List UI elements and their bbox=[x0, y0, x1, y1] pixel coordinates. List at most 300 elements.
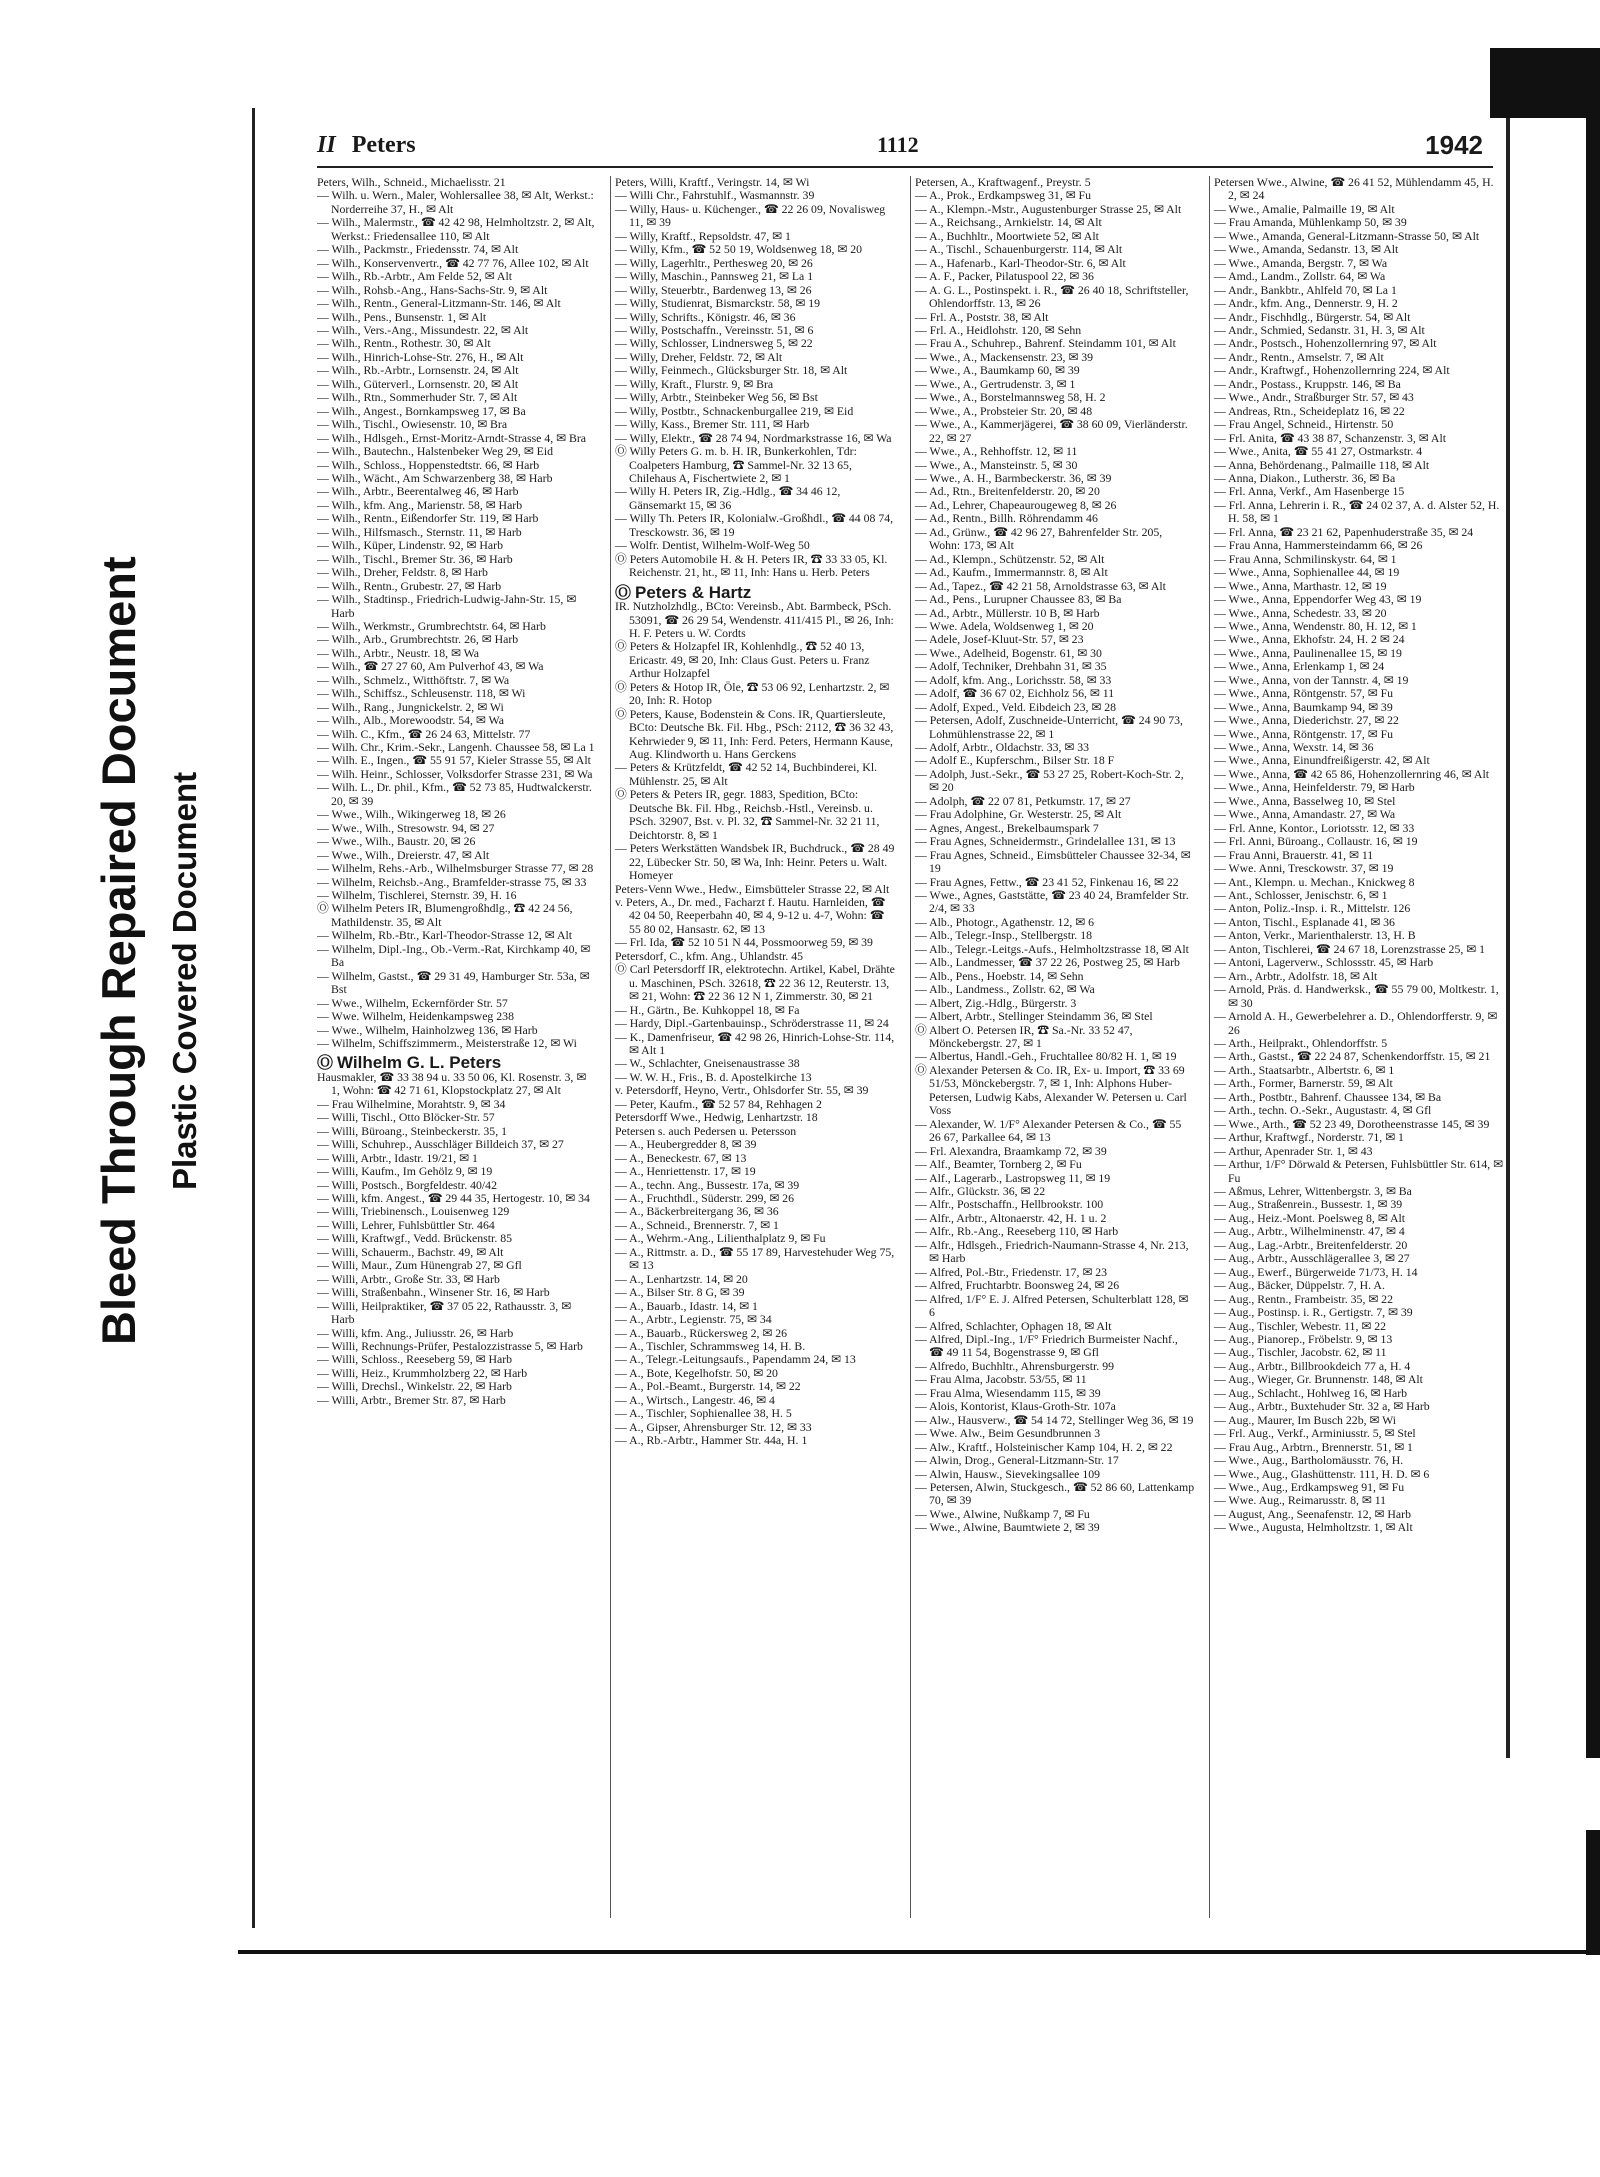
directory-entry: — Alb., Landmess., Zollstr. 62, ✉ Wa bbox=[915, 982, 1095, 997]
directory-entry: — H., Gärtn., Be. Kuhkoppel 18, ✉ Fa bbox=[615, 1002, 800, 1017]
directory-entry: — Adolf E., Kupferschm., Bilser Str. 18 F bbox=[915, 753, 1115, 768]
directory-entry: — Albert, Zig.-Hdlg., Bürgerstr. 3 bbox=[915, 995, 1077, 1010]
directory-entry: — Alb., Telegr.-Insp., Stellbergstr. 18 bbox=[915, 928, 1092, 943]
directory-entry: Ⓞ Wilhelm Peters IR, Blumengroßhdlg., ☎ 42 24 56, Mathildenstr. 35, ✉ Alt bbox=[317, 901, 573, 929]
directory-entry: — Alwin, Drog., General-Litzmann-Str. 17 bbox=[915, 1453, 1119, 1468]
directory-entry: — Aug., Lag.-Arbtr., Breitenfelderstr. 20 bbox=[1214, 1237, 1408, 1252]
directory-entry: — Andr., Fischhdlg., Bürgerstr. 54, ✉ Alt bbox=[1214, 309, 1411, 324]
directory-entry: Peters-Venn Wwe., Hedw., Eimsbütteler Strasse 22, ✉ Alt bbox=[615, 881, 890, 896]
directory-entry: — Willy H. Peters IR, Zig.-Hdlg., ☎ 34 46 12, Gänsemarkt 15, ✉ 36 bbox=[615, 484, 841, 512]
directory-entry: — Adolf, Arbtr., Oldachstr. 33, ✉ 33 bbox=[915, 740, 1090, 755]
directory-entry: — Wwe., Anna, Heinfelderstr. 79, ✉ Harb bbox=[1214, 780, 1415, 795]
directory-entry: Ⓞ Peters & Hotop IR, Öle, ☎ 53 06 92, Lenhartzstr. 2, ✉ 20, Inh: R. Hotop bbox=[615, 679, 890, 708]
directory-entry: — Wwe., Anna, Amandastr. 27, ✉ Wa bbox=[1214, 807, 1396, 822]
directory-entry: — Willi, Arbtr., Idastr. 19/21, ✉ 1 bbox=[317, 1150, 478, 1165]
directory-entry: — Wwe., Wilhelm, Eckernförder Str. 57 bbox=[317, 995, 508, 1010]
directory-entry: — Willi, Triebinensch., Louisenweg 129 bbox=[317, 1204, 510, 1219]
directory-entry: Ⓞ Peters, Kause, Bodenstein & Cons. IR, Quartiersleute, BCto: Deutsche Bk. Fil. Hbg., PSch: 2112, ☎ 36 32 43, Kehrwieder 9, ✉ 11, Inh: Ferd. Peters, Hermann Kause, Aug. Klindworth u. Hans Gerckens bbox=[615, 706, 894, 762]
directory-entry: — Wilh., Hdlsgeh., Ernst-Moritz-Arndt-Strasse 4, ✉ Bra bbox=[317, 430, 587, 445]
directory-entry: — Frau Aug., Arbtrn., Brennerstr. 51, ✉ 1 bbox=[1214, 1439, 1413, 1454]
directory-entry: — Wwe., Wilh., Wikingerweg 18, ✉ 26 bbox=[317, 807, 506, 822]
directory-entry: — Wwe., Anna, Röntgenstr. 57, ✉ Fu bbox=[1214, 686, 1394, 701]
directory-entry: — Aug., Arbtr., Wilhelminenstr. 47, ✉ 4 bbox=[1214, 1224, 1405, 1239]
directory-entry: — A., Reichsang., Arnkielstr. 14, ✉ Alt bbox=[915, 215, 1102, 230]
directory-entry: — Amd., Landm., Zollstr. 64, ✉ Wa bbox=[1214, 269, 1386, 284]
directory-entry: — Willi, kfm. Ang., Juliusstr. 26, ✉ Harb bbox=[317, 1325, 514, 1340]
directory-entry: — Andr., Kraftwgf., Hohenzollernring 224, ✉ Alt bbox=[1214, 363, 1450, 378]
directory-entry: — Willy, Kraft., Flurstr. 9, ✉ Bra bbox=[615, 376, 774, 391]
directory-entry: v. Peters, A., Dr. med., Facharzt f. Hautu. Harnleiden, ☎ 42 04 50, Reeperbahn 40, ✉ 4, 9-12 u. 4-7, Wohn: ☎ 55 80 02, Hansastr. 62, ✉ 13 bbox=[615, 895, 886, 936]
directory-entry: — Willy, Steuerbtr., Bardenweg 13, ✉ 26 bbox=[615, 282, 812, 297]
directory-entry: — A., Lenhartzstr. 14, ✉ 20 bbox=[615, 1271, 748, 1286]
featured-entry-name: Peters & Hartz bbox=[635, 582, 752, 602]
directory-entry: — Alois, Kontorist, Klaus-Groth-Str. 107a bbox=[915, 1399, 1116, 1414]
directory-entry: — Wwe., Anna, Diederichstr. 27, ✉ 22 bbox=[1214, 713, 1399, 728]
directory-entry: — Wwe., A., Probsteier Str. 20, ✉ 48 bbox=[915, 403, 1093, 418]
directory-entry: — Wwe., Anita, ☎ 55 41 27, Ostmarkstr. 4 bbox=[1214, 444, 1423, 459]
directory-entry: — Wwe., Anna, Schedestr. 33, ✉ 20 bbox=[1214, 605, 1387, 620]
directory-entry: — Ad., Tapez., ☎ 42 21 58, Arnoldstrasse 63, ✉ Alt bbox=[915, 578, 1166, 593]
directory-entry: — A., Prok., Erdkampsweg 31, ✉ Fu bbox=[915, 188, 1092, 203]
directory-entry: — Alb., Telegr.-Leitgs.-Aufs., Helmholtzstrasse 18, ✉ Alt bbox=[915, 941, 1189, 956]
directory-entry: — Wilh., Hilfsmasch., Sternstr. 11, ✉ Harb bbox=[317, 524, 522, 539]
directory-entry: — Alb., Landmesser, ☎ 37 22 26, Postweg 25, ✉ Harb bbox=[915, 955, 1180, 970]
directory-entry: — Arthur, Apenrader Str. 1, ✉ 43 bbox=[1214, 1143, 1373, 1158]
directory-entry: — Alf., Beamter, Tornberg 2, ✉ Fu bbox=[915, 1157, 1082, 1172]
directory-entry: — Alwin, Hausw., Sievekingsallee 109 bbox=[915, 1466, 1101, 1481]
directory-entry: Petersdorf, C., kfm. Ang., Uhlandstr. 45 bbox=[615, 948, 804, 963]
directory-entry: — Anna, Behördenang., Palmaille 118, ✉ Alt bbox=[1214, 457, 1430, 472]
directory-entry: — Aug., Postinsp. i. R., Gertigstr. 7, ✉ 39 bbox=[1214, 1305, 1413, 1320]
directory-entry: — Aug., Arbtr., Billbrookdeich 77 a, H. 4 bbox=[1214, 1358, 1411, 1373]
directory-entry: — Wilh., Rang., Jungnickelstr. 2, ✉ Wi bbox=[317, 699, 504, 714]
directory-entry: — Willy, Kfm., ☎ 52 50 19, Woldsenweg 18, ✉ 20 bbox=[615, 242, 863, 257]
directory-entry: — Ad., Rentn., Billh. Röhrendamm 46 bbox=[915, 511, 1098, 526]
directory-entry: — Wilh. Heinr., Schlosser, Volksdorfer Strasse 231, ✉ Wa bbox=[317, 766, 593, 781]
directory-entry: — Andr., Schmied, Sedanstr. 31, H. 3, ✉ Alt bbox=[1214, 322, 1425, 337]
directory-entry: — Wwe., Wilhelm, Hainholzweg 136, ✉ Harb bbox=[317, 1022, 538, 1037]
directory-entry: — Andr., Postass., Kruppstr. 146, ✉ Ba bbox=[1214, 376, 1401, 391]
directory-entry: — A., Schneid., Brennerstr. 7, ✉ 1 bbox=[615, 1217, 779, 1232]
side-labels bbox=[92, 405, 203, 1345]
directory-entry: — Frl. Anna, Lehrerin i. R., ☎ 24 02 37, A. d. Alster 52, H. H. 58, ✉ 1 bbox=[1214, 497, 1500, 526]
directory-entry: — Arth., Former, Barnerstr. 59, ✉ Alt bbox=[1214, 1076, 1393, 1091]
directory-entry: — Adele, Josef-Kluut-Str. 57, ✉ 23 bbox=[915, 632, 1084, 647]
directory-entry: — Aßmus, Lehrer, Wittenbergstr. 3, ✉ Ba bbox=[1214, 1183, 1412, 1198]
page-header bbox=[317, 126, 1493, 168]
directory-entry: — Frau Adolphine, Gr. Westerstr. 25, ✉ Alt bbox=[915, 807, 1122, 822]
directory-entry: — Wwe., Alwine, Baumtwiete 2, ✉ 39 bbox=[915, 1520, 1100, 1535]
directory-entry: — A. G. L., Postinspekt. i. R., ☎ 26 40 18, Schriftsteller, Ohlendorffstr. 13, ✉ 26 bbox=[915, 282, 1189, 311]
directory-entry: — Wilh., Konservenvertr., ☎ 42 77 76, Allee 102, ✉ Alt bbox=[317, 255, 589, 270]
directory-entry: — Wwe., Anna, Einundfreißigerstr. 42, ✉ Alt bbox=[1214, 753, 1430, 768]
page-year: 1942 bbox=[1425, 130, 1483, 160]
directory-entry: — A., Gipser, Ahrensburger Str. 12, ✉ 33 bbox=[615, 1419, 812, 1434]
column-4 bbox=[1209, 176, 1504, 1918]
featured-entry bbox=[615, 582, 895, 602]
directory-entry: — Wwe., A. H., Barmbeckerstr. 36, ✉ 39 bbox=[915, 470, 1112, 485]
directory-entry: — Willy, Dreher, Feldstr. 72, ✉ Alt bbox=[615, 349, 783, 364]
directory-entry: Petersen, A., Kraftwagenf., Preystr. 5 bbox=[915, 176, 1091, 189]
directory-entry: — Wwe., Anna, ☎ 42 65 86, Hohenzollernring 46, ✉ Alt bbox=[1214, 766, 1490, 781]
directory-entry: — Wilh., Pens., Bunsenstr. 1, ✉ Alt bbox=[317, 309, 487, 324]
page-number: 1112 bbox=[877, 132, 919, 157]
directory-entry: — Willy, Postbtr., Schnackenburgallee 219, ✉ Eid bbox=[615, 403, 854, 418]
directory-entry: — A., techn. Ang., Bussestr. 17a, ✉ 39 bbox=[615, 1177, 800, 1192]
directory-entry: — Willi, Heiz., Krummholzberg 22, ✉ Harb bbox=[317, 1365, 528, 1380]
directory-entry: — Willi, Lehrer, Fuhlsbüttler Str. 464 bbox=[317, 1217, 495, 1232]
directory-entry: — Frl. Anna, ☎ 23 21 62, Papenhuderstraße 35, ✉ 24 bbox=[1214, 524, 1474, 539]
directory-entry: — Wilh., Alb., Morewoodstr. 54, ✉ Wa bbox=[317, 713, 504, 728]
directory-entry: — Wwe., A., Gertrudenstr. 3, ✉ 1 bbox=[915, 376, 1076, 391]
directory-entry: — Wilh., Küper, Lindenstr. 92, ✉ Harb bbox=[317, 538, 503, 553]
directory-entry: — Wwe., Anna, Paulinenallee 15, ✉ 19 bbox=[1214, 645, 1402, 660]
directory-entry: — Frl. Anna, Verkf., Am Hasenberge 15 bbox=[1214, 484, 1405, 499]
directory-entry: — Arth., Heilprakt., Ohlendorffstr. 5 bbox=[1214, 1036, 1388, 1050]
directory-entry: — Anna, Diakon., Lutherstr. 36, ✉ Ba bbox=[1214, 470, 1396, 485]
scan-edge-right bbox=[1586, 118, 1600, 1758]
directory-entry: — Willi, Heilpraktiker, ☎ 37 05 22, Rathausstr. 3, ✉ Harb bbox=[317, 1298, 572, 1327]
directory-entry: — A., Arbtr., Legienstr. 75, ✉ 34 bbox=[615, 1312, 772, 1327]
directory-entry: — Wilh. u. Wern., Maler, Wohlersallee 38, ✉ Alt, Werkst.: Norderreihe 37, H., ✉ Alt bbox=[317, 188, 594, 216]
directory-entry: — Frau A., Schuhrep., Bahrenf. Steindamm 101, ✉ Alt bbox=[915, 336, 1176, 351]
side-label-main: Bleed Through Repaired Document bbox=[92, 556, 145, 1345]
directory-entry: — A., Beneckestr. 67, ✉ 13 bbox=[615, 1150, 747, 1165]
directory-entry: — Wwe., Agnes, Gaststätte, ☎ 23 40 24, Bramfelder Str. 2/4, ✉ 33 bbox=[915, 888, 1189, 916]
directory-entry: — Willi, Tischl., Otto Blöcker-Str. 57 bbox=[317, 1110, 495, 1125]
directory-entry: — Aug., Arbtr., Ausschlägerallee 3, ✉ 27 bbox=[1214, 1251, 1410, 1266]
directory-entry: — Wilh., Rb.-Arbtr., Lornsenstr. 24, ✉ Alt bbox=[317, 363, 519, 378]
directory-entry: — Wwe., Andr., Straßburger Str. 57, ✉ 43 bbox=[1214, 390, 1414, 405]
directory-entry: — Wwe., Anna, Sophienallee 44, ✉ 19 bbox=[1214, 565, 1400, 580]
directory-entry: — A., Wehrm.-Ang., Lilienthalplatz 9, ✉ Fu bbox=[615, 1231, 826, 1246]
directory-entry: — Willy, Lagerhltr., Perthesweg 20, ✉ 26 bbox=[615, 255, 813, 270]
directory-entry: — Wilh., Wächt., Am Schwarzenberg 38, ✉ Harb bbox=[317, 470, 553, 485]
directory-entry: — Willy, Postschaffn., Vereinsstr. 51, ✉ 6 bbox=[615, 322, 814, 337]
directory-entry: — Arth., Postbtr., Bahrenf. Chaussee 134, ✉ Ba bbox=[1214, 1089, 1442, 1104]
directory-entry: — Willy, Kass., Bremer Str. 111, ✉ Harb bbox=[615, 417, 810, 432]
directory-entry: — Wilh., Hinrich-Lohse-Str. 276, H., ✉ Alt bbox=[317, 349, 524, 364]
directory-entry: — Andr., Rentn., Amselstr. 7, ✉ Alt bbox=[1214, 349, 1384, 364]
directory-entry: — Frau Agnes, Schneid., Eimsbütteler Chaussee 32-34, ✉ 19 bbox=[915, 847, 1191, 876]
directory-entry: — Wwe., Aug., Erdkampsweg 91, ✉ Fu bbox=[1214, 1479, 1405, 1494]
directory-entry: — Wilh., kfm. Ang., Marienstr. 58, ✉ Harb bbox=[317, 497, 523, 512]
side-label-sub: Plastic Covered Document bbox=[166, 771, 203, 1190]
column-3 bbox=[910, 176, 1195, 1918]
directory-entry: — Willy, Feinmech., Glücksburger Str. 18, ✉ Alt bbox=[615, 363, 848, 378]
directory-entry: — Wwe., Aug., Glashüttenstr. 111, H. D. ✉ 6 bbox=[1214, 1466, 1430, 1481]
directory-entry: — A., Hafenarb., Karl-Theodor-Str. 6, ✉ Alt bbox=[915, 255, 1126, 270]
directory-entry: — Adolph, Just.-Sekr., ☎ 53 27 25, Robert-Koch-Str. 2, ✉ 20 bbox=[915, 766, 1184, 795]
directory-entry: — Arn., Arbtr., Adolfstr. 18, ✉ Alt bbox=[1214, 968, 1378, 983]
directory-entry: — A., Bauarb., Idastr. 14, ✉ 1 bbox=[615, 1298, 758, 1313]
directory-entry: — Ad., Rtn., Breitenfelderstr. 20, ✉ 20 bbox=[915, 484, 1100, 499]
directory-entry: — Arth., Staatsarbtr., Albertstr. 6, ✉ 1 bbox=[1214, 1062, 1395, 1077]
directory-entry: — Wilh., Rentn., Grubestr. 27, ✉ Harb bbox=[317, 578, 502, 593]
directory-entry: — A., Henriettenstr. 17, ✉ 19 bbox=[615, 1164, 756, 1179]
directory-entry: — Wwe. Wilhelm, Heidenkampsweg 238 bbox=[317, 1009, 514, 1024]
directory-entry: — A., Tischler, Schrammsweg 14, H. B. bbox=[615, 1338, 806, 1353]
directory-entry: — Willi, Postsch., Borgfeldestr. 40/42 bbox=[317, 1177, 497, 1192]
directory-entry: — Arthur, 1/F° Dörwald & Petersen, Fuhlsbüttler Str. 614, ✉ Fu bbox=[1214, 1157, 1504, 1185]
directory-entry: — Wwe., Anna, Eppendorfer Weg 43, ✉ 19 bbox=[1214, 592, 1422, 607]
directory-entry: — Wwe., A., Kammerjägerei, ☎ 38 60 09, Vierländerstr. 22, ✉ 27 bbox=[915, 417, 1188, 445]
directory-entry: — Frau Anna, Schmilinskystr. 64, ✉ 1 bbox=[1214, 551, 1397, 566]
directory-entry: — Frl. A., Poststr. 38, ✉ Alt bbox=[915, 309, 1049, 324]
directory-entry: — Alw., Kraftf., Holsteinischer Kamp 104, H. 2, ✉ 22 bbox=[915, 1439, 1173, 1454]
directory-entry: — A., Buchhltr., Moortwiete 52, ✉ Alt bbox=[915, 228, 1099, 243]
directory-entry: — Frl. Alexandra, Braamkamp 72, ✉ 39 bbox=[915, 1143, 1107, 1158]
featured-entry-details: IR. Nutzholzhdlg., BCto: Vereinsb., Abt. Barmbeck, PSch. 53091, ☎ 26 29 54, Wendenstr. 411/415 Pl., ✉ 26, Inh: H. F. Peters u. W. Cordts bbox=[615, 599, 894, 640]
directory-entry: — Wwe., Arth., ☎ 52 23 49, Dorotheenstrasse 145, ✉ 39 bbox=[1214, 1116, 1490, 1131]
directory-entry: — Willi, Schloss., Reeseberg 59, ✉ Harb bbox=[317, 1352, 513, 1367]
directory-entry: — Wilh., Tischl., Bremer Str. 36, ✉ Harb bbox=[317, 551, 513, 566]
directory-entry: — Ad., Arbtr., Müllerstr. 10 B, ✉ Harb bbox=[915, 605, 1100, 620]
directory-entry: — Adolf, ☎ 36 67 02, Eichholz 56, ✉ 11 bbox=[915, 686, 1115, 701]
directory-entry: Petersen s. auch Pedersen u. Petersson bbox=[615, 1123, 797, 1138]
directory-entry: — Anton, Tischl., Esplanade 41, ✉ 36 bbox=[1214, 914, 1395, 929]
directory-entry: — Wilhelm, Tischlerei, Sternstr. 39, H. 16 bbox=[317, 888, 517, 903]
directory-entry: — Wilh., Dreher, Feldstr. 8, ✉ Harb bbox=[317, 565, 488, 580]
directory-entry: — Willy, Schrifts., Königstr. 46, ✉ 36 bbox=[615, 309, 796, 324]
directory-entry: — Alw., Hausverw., ☎ 54 14 72, Stellinger Weg 36, ✉ 19 bbox=[915, 1412, 1194, 1427]
directory-entry: — A., Pol.-Beamt., Burgerstr. 14, ✉ 22 bbox=[615, 1379, 801, 1394]
directory-entry: — Wilh., Werkmstr., Grumbrechtstr. 64, ✉ Harb bbox=[317, 618, 546, 633]
directory-entry: — Ad., Grünw., ☎ 42 96 27, Bahrenfelder Str. 205, Wohn: 173, ✉ Alt bbox=[915, 524, 1163, 553]
directory-entry: — Albert, Arbtr., Stellinger Steindamm 36, ✉ Stel bbox=[915, 1009, 1153, 1024]
directory-entry: — A., Klempn.-Mstr., Augustenburger Strasse 25, ✉ Alt bbox=[915, 201, 1182, 216]
directory-entry: — A., Telegr.-Leitungsaufs., Papendamm 24, ✉ 13 bbox=[615, 1352, 856, 1367]
directory-entry: — Ad., Kaufm., Immermannstr. 8, ✉ Alt bbox=[915, 565, 1108, 580]
entry-columns bbox=[317, 176, 1504, 1918]
directory-entry: — Willy, Elektr., ☎ 28 74 94, Nordmarkstrasse 16, ✉ Wa bbox=[615, 430, 892, 445]
directory-entry: Petersdorff Wwe., Hedwig, Lenhartzstr. 18 bbox=[615, 1110, 818, 1125]
directory-entry: — Willy, Kraftf., Repsoldstr. 47, ✉ 1 bbox=[615, 228, 791, 243]
directory-entry: — Andr., Bankbtr., Ahlfeld 70, ✉ La 1 bbox=[1214, 282, 1397, 297]
directory-entry: — Wilh., Packmstr., Friedensstr. 74, ✉ Alt bbox=[317, 242, 519, 257]
directory-entry: — Frau Agnes, Fettw., ☎ 23 41 52, Finkenau 16, ✉ 22 bbox=[915, 874, 1179, 889]
directory-entry: — Wwe. Adela, Woldsenweg 1, ✉ 20 bbox=[915, 618, 1094, 633]
directory-entry: — Wilhelm, Rb.-Btr., Karl-Theodor-Strasse 12, ✉ Alt bbox=[317, 928, 573, 943]
directory-entry: — Alb., Pens., Hoebstr. 14, ✉ Sehn bbox=[915, 968, 1084, 983]
directory-entry: — Wwe., A., Borstelmannsweg 58, H. 2 bbox=[915, 390, 1106, 405]
directory-entry: — Frl. A., Heidlohstr. 120, ✉ Sehn bbox=[915, 322, 1082, 337]
directory-entry: — A., Rb.-Arbtr., Hammer Str. 44a, H. 1 bbox=[615, 1433, 808, 1448]
directory-entry: — Aug., Arbtr., Buxtehuder Str. 32 a, ✉ Harb bbox=[1214, 1399, 1430, 1414]
directory-entry: — Wilh., Tischl., Owiesenstr. 10, ✉ Bra bbox=[317, 417, 508, 432]
directory-entry: — Wwe., Amanda, Sedanstr. 13, ✉ Alt bbox=[1214, 242, 1399, 257]
directory-entry: — Wilh., Güterverl., Lornsenstr. 20, ✉ Alt bbox=[317, 376, 519, 391]
directory-entry: — Wilh. E., Ingen., ☎ 55 91 57, Kieler Strasse 55, ✉ Alt bbox=[317, 753, 591, 768]
directory-entry: Ⓞ Peters & Peters IR, gegr. 1883, Spedition, BCto: Deutsche Bk. Fil. Hbg., Reichsb.-Hstl., Vereinsb. u. PSch. 32907, Bst. v. Pl. 32, ☎ Sammel-Nr. 32 21 11, Deichtorstr. 8, ✉ 1 bbox=[615, 787, 880, 842]
directory-entry: — Alfr., Glückstr. 36, ✉ 22 bbox=[915, 1183, 1046, 1198]
directory-entry: — Willy, Schlosser, Lindnersweg 5, ✉ 22 bbox=[615, 336, 813, 351]
directory-entry: — Wilhelm, Reichsb.-Ang., Bramfelder-strasse 75, ✉ 33 bbox=[317, 874, 587, 889]
directory-entry: — Wwe., Adelheid, Bogenstr. 61, ✉ 30 bbox=[915, 645, 1102, 660]
directory-entry: — Willi, Arbtr., Bremer Str. 87, ✉ Harb bbox=[317, 1392, 506, 1407]
directory-entry: — W. W. H., Fris., B. d. Apostelkirche 13 bbox=[615, 1069, 812, 1084]
directory-entry: — Wwe., Alwine, Nußkamp 7, ✉ Fu bbox=[915, 1506, 1090, 1521]
directory-entry: — Arth., techn. O.-Sekr., Augustastr. 4, ✉ Gfl bbox=[1214, 1103, 1432, 1118]
running-head bbox=[317, 132, 416, 159]
directory-entry: — Wwe., A., Mansteinstr. 5, ✉ 30 bbox=[915, 457, 1078, 472]
directory-entry: — K., Damenfriseur, ☎ 42 98 26, Hinrich-Lohse-Str. 114, ✉ Alt 1 bbox=[615, 1029, 895, 1057]
directory-entry: — Wilh., Rtn., Sommerhuder Str. 7, ✉ Alt bbox=[317, 390, 518, 405]
directory-entry: — Wilh., Schmelz., Witthöftstr. 7, ✉ Wa bbox=[317, 672, 510, 687]
featured-entry-details: Hausmakler, ☎ 33 38 94 u. 33 50 06, Kl. Rosenstr. 3, ✉ 1, Wohn: ☎ 42 71 61, Klopstockplatz 27, ✉ Alt bbox=[317, 1069, 587, 1098]
directory-entry: — Adolph, ☎ 22 07 81, Petkumstr. 17, ✉ 27 bbox=[915, 793, 1131, 808]
directory-entry: — Adolf, Exped., Veld. Eibdeich 23, ✉ 28 bbox=[915, 699, 1117, 714]
directory-entry: — Wilhelm, Dipl.-Ing., Ob.-Verm.-Rat, Kirchkamp 40, ✉ Ba bbox=[317, 941, 591, 970]
directory-entry: — A., Tischl., Schauenburgerstr. 114, ✉ Alt bbox=[915, 242, 1123, 257]
directory-entry: — Wwe., Amalie, Palmaille 19, ✉ Alt bbox=[1214, 201, 1395, 216]
directory-entry: v. Petersdorff, Heyno, Vertr., Ohlsdorfer Str. 55, ✉ 39 bbox=[615, 1083, 869, 1098]
directory-entry: — Willi, Drechsl., Winkelstr. 22, ✉ Harb bbox=[317, 1379, 512, 1394]
directory-entry: — Wilhelm, Schiffszimmerm., Meisterstraße 12, ✉ Wi bbox=[317, 1036, 577, 1050]
directory-entry: — Wilh., Arbtr., Beerentalweg 46, ✉ Harb bbox=[317, 484, 519, 499]
directory-entry: — Willi, Büroang., Steinbeckerstr. 35, 1 bbox=[317, 1123, 507, 1138]
directory-entry: — Frau Anna, Hammersteindamm 66, ✉ 26 bbox=[1214, 538, 1423, 553]
directory-entry: — Alfr., Rb.-Ang., Reeseberg 110, ✉ Harb bbox=[915, 1224, 1119, 1239]
directory-entry: — Wwe., Amanda, Bergstr. 7, ✉ Wa bbox=[1214, 255, 1388, 270]
directory-entry: — Ad., Klempn., Schützenstr. 52, ✉ Alt bbox=[915, 551, 1105, 566]
directory-entry: — Aug., Rentn., Frambeistr. 35, ✉ 22 bbox=[1214, 1291, 1393, 1306]
directory-entry: — Wwe., Anna, Wexstr. 14, ✉ 36 bbox=[1214, 740, 1374, 755]
scan-edge-top-right bbox=[1490, 48, 1600, 118]
directory-entry: — Wilhelm, Rehs.-Arb., Wilhelmsburger Strasse 77, ✉ 28 bbox=[317, 861, 594, 876]
directory-entry: Ⓞ Carl Petersdorff IR, elektrotechn. Artikel, Kabel, Drähte u. Maschinen, PSch. 32618, ☎ 22 36 12, Reuterstr. 13, ✉ 21, Wohn: ☎ 22 36 12 N 1, Zimmerstr. 30, ✉ 21 bbox=[615, 962, 895, 1004]
directory-entry: — Anton, Tischlerei, ☎ 24 67 18, Lorenzstrasse 25, ✉ 1 bbox=[1214, 941, 1485, 956]
directory-entry: — A., Bote, Kegelhofstr. 50, ✉ 20 bbox=[615, 1365, 778, 1380]
directory-entry: — Ant., Klempn. u. Mechan., Knickweg 8 bbox=[1214, 874, 1415, 889]
directory-entry: — Aug., Bäcker, Düppelstr. 7, H. A. bbox=[1214, 1278, 1385, 1293]
directory-entry: — Arth., Gastst., ☎ 22 24 87, Schenkendorffstr. 15, ✉ 21 bbox=[1214, 1049, 1491, 1064]
directory-entry: — Wilh., Rentn., General-Litzmann-Str. 146, ✉ Alt bbox=[317, 296, 561, 311]
directory-entry: — Wwe., Anna, Erlenkamp 1, ✉ 24 bbox=[1214, 659, 1385, 674]
column-1 bbox=[317, 176, 597, 1918]
directory-entry: — Frl. Ida, ☎ 52 10 51 N 44, Possmoorweg 59, ✉ 39 bbox=[615, 935, 873, 950]
directory-entry: — Alfredo, Buchhltr., Ahrensburgerstr. 99 bbox=[915, 1358, 1114, 1373]
directory-entry: — Willi, Kaufm., Im Gehölz 9, ✉ 19 bbox=[317, 1164, 493, 1179]
directory-entry: — Anton, Poliz.-Insp. i. R., Mittelstr. 126 bbox=[1214, 901, 1411, 916]
directory-entry: — Wwe., Anna, Wendenstr. 80, H. 12, ✉ 1 bbox=[1214, 618, 1417, 633]
directory-entry: — Frau Wilhelmine, Morahtstr. 9, ✉ 34 bbox=[317, 1096, 506, 1111]
directory-entry: — Ad., Pens., Lurupner Chaussee 83, ✉ Ba bbox=[915, 592, 1122, 607]
featured-entry bbox=[317, 1053, 597, 1073]
directory-entry: — Frl. Anne, Kontor., Loriotsstr. 12, ✉ 33 bbox=[1214, 820, 1415, 835]
directory-entry: — Wilh., Schloss., Hoppenstedtstr. 66, ✉ Harb bbox=[317, 457, 540, 472]
directory-entry: — Wwe., Anna, Röntgenstr. 17, ✉ Fu bbox=[1214, 726, 1394, 741]
directory-entry: — Aug., Ewerf., Bürgerweide 71/73, H. 14 bbox=[1214, 1264, 1418, 1279]
directory-page bbox=[252, 108, 1504, 1928]
directory-entry: — Anton, Verkr., Marienthalerstr. 13, H. B bbox=[1214, 928, 1416, 943]
directory-entry: Ⓞ Albert O. Petersen IR, ☎ Sa.-Nr. 33 52 47, Mönckebergstr. 27, ✉ 1 bbox=[915, 1022, 1133, 1050]
directory-entry: — Alfred, Schlachter, Ophagen 18, ✉ Alt bbox=[915, 1318, 1112, 1333]
directory-entry: — Hardy, Dipl.-Gartenbauinsp., Schröderstrasse 11, ✉ 24 bbox=[615, 1016, 889, 1031]
directory-entry: — Wwe., Wilh., Baustr. 20, ✉ 26 bbox=[317, 834, 476, 849]
directory-entry: — A., Heubergredder 8, ✉ 39 bbox=[615, 1137, 757, 1152]
directory-entry: — Willi, Rechnungs-Prüfer, Pestalozzistrasse 5, ✉ Harb bbox=[317, 1338, 583, 1353]
directory-entry: — Wwe. Aug., Reimarusstr. 8, ✉ 11 bbox=[1214, 1493, 1387, 1508]
directory-entry: — Aug., Pianorep., Fröbelstr. 9, ✉ 13 bbox=[1214, 1331, 1393, 1346]
directory-entry: — A., Rittmstr. a. D., ☎ 55 17 89, Harvestehuder Weg 75, ✉ 13 bbox=[615, 1244, 895, 1273]
directory-entry: — Wwe., Anna, Marthastr. 12, ✉ 19 bbox=[1214, 578, 1387, 593]
directory-entry: — Arthur, Kraftwgf., Norderstr. 71, ✉ 1 bbox=[1214, 1130, 1404, 1145]
directory-entry: — Alfred, Fruchtarbtr. Boonsweg 24, ✉ 26 bbox=[915, 1278, 1120, 1293]
directory-entry: — A., Bauarb., Rückersweg 2, ✉ 26 bbox=[615, 1325, 788, 1340]
directory-entry: — Frl. Aug., Verkf., Arminiusstr. 5, ✉ Stel bbox=[1214, 1426, 1416, 1441]
directory-entry: — Willy Th. Peters IR, Kolonialw.-Großhdl., ☎ 44 08 74, Tresckowstr. 36, ✉ 19 bbox=[615, 511, 894, 539]
directory-entry: — Wilh., Bautechn., Halstenbeker Weg 29, ✉ Eid bbox=[317, 444, 554, 459]
directory-entry: — Aug., Maurer, Im Busch 22b, ✉ Wi bbox=[1214, 1412, 1397, 1427]
registered-firm-icon: Ⓞ bbox=[317, 1055, 334, 1073]
directory-entry: — Frau Angel, Schneid., Hirtenstr. 50 bbox=[1214, 417, 1394, 432]
directory-entry: — Wwe., Anna, Baumkamp 94, ✉ 39 bbox=[1214, 699, 1393, 714]
directory-entry: — Aug., Heiz.-Mont. Poelsweg 8, ✉ Alt bbox=[1214, 1210, 1406, 1225]
directory-entry: — Aug., Straßenrein., Bussestr. 1, ✉ 39 bbox=[1214, 1197, 1403, 1212]
directory-entry: — Aug., Tischler, Webestr. 11, ✉ 22 bbox=[1214, 1318, 1386, 1333]
directory-entry: — Wolfr. Dentist, Wilhelm-Wolf-Weg 50 bbox=[615, 538, 810, 553]
directory-entry: — Wwe., Wilh., Dreierstr. 47, ✉ Alt bbox=[317, 847, 490, 862]
directory-entry: — Aug., Tischler, Jacobstr. 62, ✉ 11 bbox=[1214, 1345, 1387, 1360]
directory-entry: — Peters & Krützfeldt, ☎ 42 52 14, Buchbinderei, Kl. Mühlenstr. 25, ✉ Alt bbox=[615, 760, 878, 788]
directory-entry: — Wwe. Anni, Tresckowstr. 37, ✉ 19 bbox=[1214, 861, 1394, 876]
directory-entry: — August, Ang., Seenafenstr. 12, ✉ Harb bbox=[1214, 1506, 1411, 1521]
directory-entry: — Alfr., Hdlsgeh., Friedrich-Naumann-Strasse 4, Nr. 213, ✉ Harb bbox=[915, 1237, 1189, 1266]
directory-entry: — Frau Agnes, Schneidermstr., Grindelallee 131, ✉ 13 bbox=[915, 834, 1176, 849]
directory-entry: — Petersen, Adolf, Zuschneide-Unterricht, ☎ 24 90 73, Lohmühlenstrasse 22, ✉ 1 bbox=[915, 713, 1183, 741]
directory-entry: — Wilh. L., Dr. phil., Kfm., ☎ 52 73 85, Hudtwalckerstr. 20, ✉ 39 bbox=[317, 780, 592, 808]
directory-entry: — A., Tischler, Sophienallee 38, H. 5 bbox=[615, 1406, 792, 1421]
directory-entry: — Aug., Schlacht., Hohlweg 16, ✉ Harb bbox=[1214, 1385, 1408, 1400]
directory-entry: — Frl. Anita, ☎ 43 38 87, Schanzenstr. 3, ✉ Alt bbox=[1214, 430, 1446, 445]
directory-entry: — A., Bäckerbreitergang 36, ✉ 36 bbox=[615, 1204, 779, 1219]
directory-entry: — Wilh., Arbtr., Neustr. 18, ✉ Wa bbox=[317, 645, 480, 660]
directory-entry: — Petersen, Alwin, Stuckgesch., ☎ 52 86 60, Lattenkamp 70, ✉ 39 bbox=[915, 1479, 1195, 1508]
directory-entry: — Willy, Arbtr., Steinbeker Weg 56, ✉ Bst bbox=[615, 390, 818, 405]
directory-entry: — Wilh., Vers.-Ang., Missundestr. 22, ✉ Alt bbox=[317, 322, 529, 337]
directory-entry: — Wilhelm, Gastst., ☎ 29 31 49, Hamburger Str. 53a, ✉ Bst bbox=[317, 968, 590, 997]
directory-entry: — Wwe., A., Mackensenstr. 23, ✉ 39 bbox=[915, 349, 1094, 364]
directory-entry: — W., Schlachter, Gneisenaustrasse 38 bbox=[615, 1056, 800, 1071]
directory-entry: — Willi, kfm. Angest., ☎ 29 44 35, Hertogestr. 10, ✉ 34 bbox=[317, 1190, 590, 1205]
directory-entry: Peters, Willi, Kraftf., Veringstr. 14, ✉ Wi bbox=[615, 176, 810, 189]
directory-entry: — Andreas, Rtn., Scheideplatz 16, ✉ 22 bbox=[1214, 403, 1405, 418]
scan-edge-right-inner bbox=[1506, 118, 1510, 1758]
directory-entry: — Wilh., Malermstr., ☎ 42 42 98, Helmholtzstr. 2, ✉ Alt, Werkst.: Friedensallee 110, ✉ Alt bbox=[317, 215, 595, 243]
directory-entry: — Peter, Kaufm., ☎ 52 57 84, Rehhagen 2 bbox=[615, 1096, 822, 1111]
directory-entry: — Wwe., Amanda, General-Litzmann-Strasse 50, ✉ Alt bbox=[1214, 228, 1480, 243]
directory-entry: — Alfred, Dipl.-Ing., 1/F° Friedrich Burmeister Nachf., ☎ 49 11 54, Bogenstrasse 9, ✉ Gfl bbox=[915, 1331, 1178, 1360]
directory-entry: — Arnold A. H., Gewerbelehrer a. D., Ohlendorfferstr. 9, ✉ 26 bbox=[1214, 1009, 1498, 1037]
directory-entry: — Wwe., Anna, von der Tannstr. 4, ✉ 19 bbox=[1214, 672, 1409, 687]
directory-entry: — Andr., kfm. Ang., Dennerstr. 9, H. 2 bbox=[1214, 296, 1398, 311]
directory-entry: — Frau Alma, Jacobstr. 53/55, ✉ 11 bbox=[915, 1372, 1087, 1387]
directory-entry: — Willi, Straßenbahn., Winsener Str. 16, ✉ Harb bbox=[317, 1285, 550, 1300]
directory-entry: — Frau Alma, Wiesendamm 115, ✉ 39 bbox=[915, 1385, 1101, 1400]
directory-entry: Ⓞ Peters & Holzapfel IR, Kohlenhdlg., ☎ 52 40 13, Ericastr. 49, ✉ 20, Inh: Claus Gust. Peters u. Franz Arthur Holzapfel bbox=[615, 639, 870, 681]
directory-entry: — Wwe., Anna, Ekhofstr. 24, H. 2 ✉ 24 bbox=[1214, 632, 1405, 647]
directory-entry: — Andr., Postsch., Hohenzollernring 97, ✉ Alt bbox=[1214, 336, 1437, 351]
directory-entry: — Antoni, Lagerverw., Schlossstr. 45, ✉ Harb bbox=[1214, 955, 1434, 970]
running-head-name: Peters bbox=[351, 132, 416, 158]
directory-entry: — Wilh., Stadtinsp., Friedrich-Ludwig-Jahn-Str. 15, ✉ Harb bbox=[317, 592, 577, 620]
scan-edge-bottom-right bbox=[1586, 1830, 1600, 1955]
directory-entry: — Agnes, Angest., Brekelbaumspark 7 bbox=[915, 820, 1099, 835]
directory-entry: — Willi Chr., Fahrstuhlf., Wasmannstr. 39 bbox=[615, 188, 815, 203]
registered-firm-icon: Ⓞ bbox=[615, 584, 632, 602]
directory-entry: Petersen Wwe., Alwine, ☎ 26 41 52, Mühlendamm 45, H. 2, ✉ 24 bbox=[1214, 176, 1494, 203]
